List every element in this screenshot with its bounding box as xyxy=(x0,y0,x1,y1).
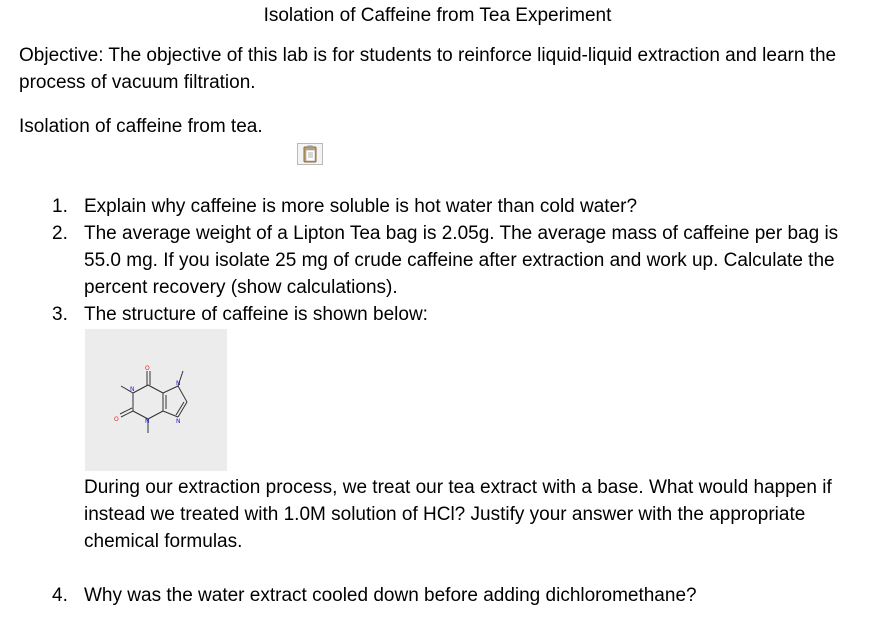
question-list xyxy=(52,193,862,328)
isolation-heading: Isolation of caffeine from tea. xyxy=(19,116,263,137)
question-text: Why was the water extract cooled down before adding dichloromethane? xyxy=(84,585,697,606)
atom-n3: N xyxy=(176,380,181,387)
question-number: 2. xyxy=(52,223,68,244)
atom-n1: N xyxy=(130,386,135,393)
question-4 xyxy=(52,582,862,609)
question-2 xyxy=(52,220,862,301)
question-3 xyxy=(52,301,862,328)
atom-o-left: O xyxy=(114,416,119,423)
objective-text: Objective: The objective of this lab is for students to reinforce liquid-liquid extraction and learn the process of vacuum filtration. xyxy=(19,45,837,93)
question-text: The structure of caffeine is shown below: xyxy=(84,304,428,325)
atom-n4: N xyxy=(176,418,181,425)
question-text: The average weight of a Lipton Tea bag is 2.05g. The average mass of caffeine per bag is 55.0 mg. If you isolate 25 mg of crude caffeine after extraction and work up. Calculate the percent recovery (show calculations). xyxy=(84,223,839,298)
caffeine-structure-diagram xyxy=(85,329,227,471)
atom-o-top: O xyxy=(145,365,150,372)
page-title: Isolation of Caffeine from Tea Experiment xyxy=(263,5,612,26)
caffeine-structure-image xyxy=(85,329,227,471)
question-number: 3. xyxy=(52,304,68,325)
clipboard-icon-graphic xyxy=(298,144,322,164)
question-number: 4. xyxy=(52,585,68,606)
question-1 xyxy=(52,193,862,220)
question-number: 1. xyxy=(52,196,68,217)
extraction-question-text: During our extraction process, we treat our tea extract with a base. What would happen if instead we treated with 1.0M solution of HCl? Justify your answer with the appropriate chemical formulas. xyxy=(84,477,832,552)
atom-n2: N xyxy=(145,418,150,425)
question-text: Explain why caffeine is more soluble is hot water than cold water? xyxy=(84,196,638,217)
clipboard-icon[interactable] xyxy=(297,143,323,165)
